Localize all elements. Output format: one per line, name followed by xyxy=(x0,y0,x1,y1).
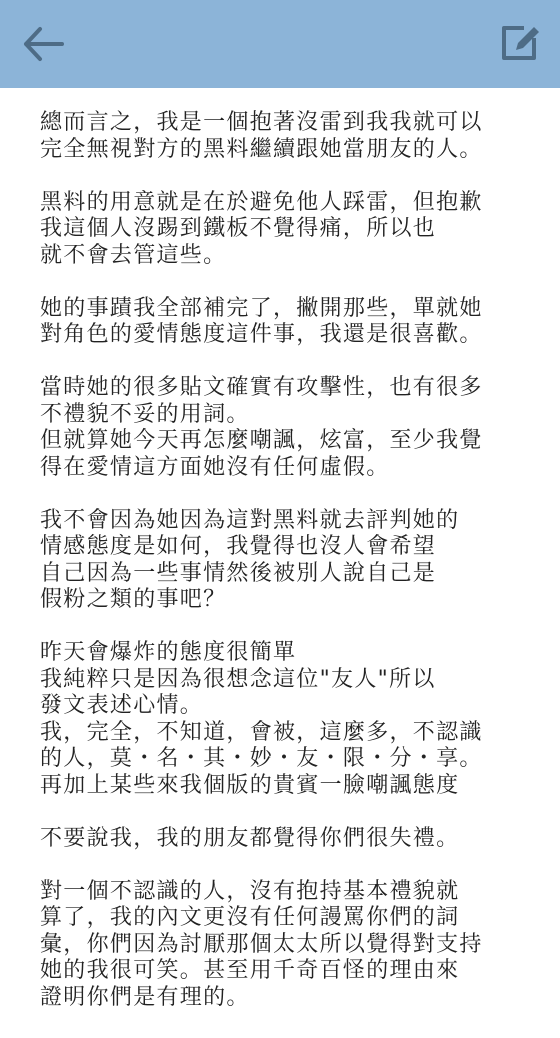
text-line: 對角色的愛情態度這件事，我還是很喜歡。 xyxy=(40,322,483,347)
text-line: 我，完全，不知道，會被，這麼多，不認識 xyxy=(40,719,483,745)
text-line: 黑料的用意就是在於避免他人踩雷，但抱歉 xyxy=(40,189,483,215)
text-line: 自己因為一些事情然後被別人說自己是 xyxy=(40,560,437,586)
text-line: 對一個不認識的人，沒有抱持基本禮貌就 xyxy=(40,878,460,904)
text-line: 她的我很可笑。甚至用千奇百怪的理由來 xyxy=(40,958,460,983)
text-line: 的人，莫・名・其・妙・友・限・分・享。 xyxy=(40,746,483,771)
post-paragraph xyxy=(40,375,540,481)
text-line: 我不會因為她因為這對黑料就去評判她的 xyxy=(40,507,460,533)
text-line: 不要說我，我的朋友都覺得你們很失禮。 xyxy=(40,825,460,851)
post-paragraph xyxy=(40,826,540,853)
text-line: 總而言之，我是一個抱著沒雷到我我就可以 xyxy=(40,110,483,135)
post-body xyxy=(40,110,540,1038)
text-line: 得在愛情這方面她沒有任何虛假。 xyxy=(40,454,390,480)
text-line: 我這個人沒踢到鐵板不覺得痛，所以也 xyxy=(40,216,437,241)
post-paragraph xyxy=(40,508,540,614)
text-line: 假粉之類的事吧？ xyxy=(40,587,227,612)
text-line: 當時她的很多貼文確實有攻擊性，也有很多 xyxy=(40,375,483,400)
text-line: 情感態度是如何，我覺得也沒人會希望 xyxy=(40,534,437,559)
text-line: 再加上某些來我個版的貴賓一臉嘲諷態度 xyxy=(40,772,460,798)
text-line: 昨天會爆炸的態度很簡單 xyxy=(40,640,297,665)
post-paragraph xyxy=(40,190,540,270)
arrow-left-icon xyxy=(18,22,66,66)
text-line: 就不會去管這些。 xyxy=(40,242,227,268)
text-line: 但就算她今天再怎麼嘲諷，炫富，至少我覺 xyxy=(40,428,483,453)
text-line: 證明你們是有理的。 xyxy=(40,984,250,1010)
text-line: 我純粹只是因為很想念這位"友人"所以 xyxy=(40,666,436,692)
text-line: 不禮貌不妥的用詞。 xyxy=(40,401,250,427)
text-line: 算了，我的內文更沒有任何謾罵你們的詞 xyxy=(40,905,460,930)
post-paragraph xyxy=(40,110,540,163)
post-paragraph xyxy=(40,640,540,799)
text-line: 完全無視對方的黑料繼續跟她當朋友的人。 xyxy=(40,136,483,162)
post-paragraph xyxy=(40,879,540,1012)
post-paragraph xyxy=(40,296,540,349)
back-button[interactable] xyxy=(18,22,66,66)
compose-button[interactable] xyxy=(496,20,542,66)
text-line: 她的事蹟我全部補完了，撇開那些，單就她 xyxy=(40,295,483,321)
text-line: 發文表述心情。 xyxy=(40,693,204,718)
compose-icon xyxy=(496,20,542,66)
text-line: 彙，你們因為討厭那個太太所以覺得對支持 xyxy=(40,931,483,957)
top-app-bar xyxy=(0,0,560,88)
